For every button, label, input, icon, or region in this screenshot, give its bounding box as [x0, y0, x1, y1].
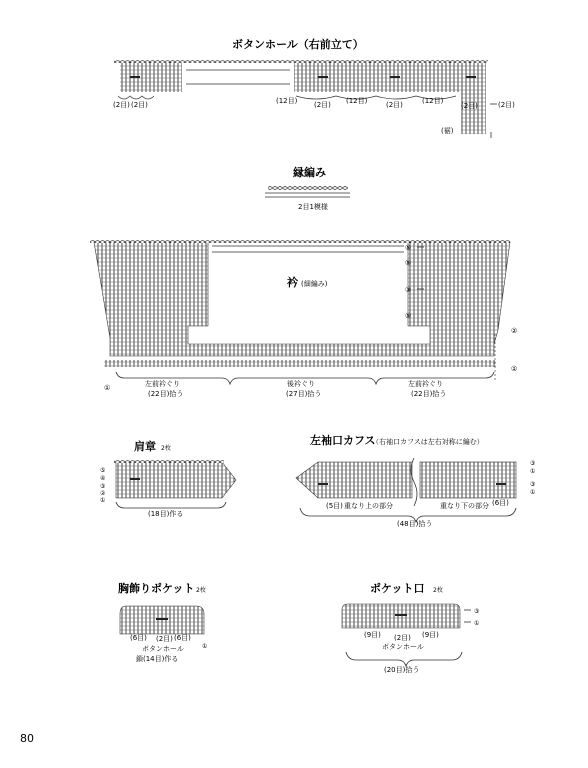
- cuff-label: 重なり上の部分: [344, 502, 393, 510]
- cuff-title: 左袖口カフス: [310, 434, 376, 447]
- buttonhole-label: (12目): [276, 97, 298, 105]
- buttonhole-slot: [395, 614, 407, 616]
- row-mark: ①: [530, 468, 536, 475]
- chest-pocket-label: (6目): [130, 634, 147, 642]
- row-mark: ④: [100, 475, 106, 482]
- row-mark: ①: [511, 365, 518, 373]
- collar-title: 衿: [287, 276, 298, 289]
- chest-pocket-make: 鎖(14目)作る: [136, 655, 179, 663]
- row-mark: ⑤: [405, 244, 412, 252]
- chest-pocket-title: 胸飾りポケット: [118, 582, 195, 595]
- pocket-opening-label: (9目): [422, 631, 439, 639]
- epaulette-make-label: (18目)作る: [148, 510, 184, 518]
- buttonhole-label: (2目): [113, 101, 130, 109]
- row-mark: ③: [530, 481, 536, 488]
- buttonhole-label: (2目): [386, 101, 403, 109]
- pocket-opening-qty: 2枚: [433, 587, 443, 594]
- pickup-left-count: (22目)拾う: [148, 390, 184, 398]
- buttonhole-slot: [318, 76, 328, 78]
- pickup-back-name: 後衿ぐり: [287, 380, 315, 388]
- edge-pattern-stitches: [268, 186, 348, 190]
- cuff-label: 重なり下の部分: [440, 502, 489, 510]
- chest-pocket-section: [118, 581, 207, 663]
- chest-pocket-qty: 2枚: [196, 587, 206, 594]
- cuff-label: (5目): [326, 502, 343, 510]
- buttonhole-slot: [496, 483, 506, 485]
- buttonhole-slot: [318, 483, 328, 485]
- edge-title: 縁編み: [293, 166, 326, 179]
- row-mark: ③: [405, 286, 412, 294]
- buttonhole-label: (2目): [131, 101, 148, 109]
- buttonhole-label: (12目): [422, 97, 444, 105]
- cuff-title-note: （右袖口カフスは左右対称に編む）: [372, 438, 484, 446]
- collar-chain-edge: [90, 240, 510, 243]
- buttonhole-slot: [130, 76, 140, 78]
- buttonhole-slot: [156, 618, 168, 620]
- cuff-left-grid: [296, 462, 412, 498]
- chain-edge: [114, 60, 488, 63]
- collar-subtitle: (細編み): [301, 280, 328, 288]
- pickup-left-name: 左前衿ぐり: [145, 380, 180, 388]
- pocket-opening-buttonhole: ボタンホール: [382, 643, 424, 651]
- row-mark: ⑤: [405, 259, 412, 267]
- edge-repeat-label: 2目1模様: [298, 203, 328, 211]
- chest-pocket-label: (2目): [156, 635, 173, 643]
- pocket-opening-label: (2目): [394, 634, 411, 642]
- collar-grid: [94, 242, 510, 356]
- buttonhole-label: (2目): [498, 101, 515, 109]
- pocket-opening-label: (9目): [364, 631, 381, 639]
- row-mark: ③: [100, 483, 106, 490]
- row-mark: ③: [530, 460, 536, 467]
- row-mark: ①: [100, 497, 106, 504]
- pocket-opening-title: ポケット口: [370, 582, 425, 595]
- buttonhole-slot: [466, 76, 476, 78]
- epaulette-section: [100, 439, 236, 518]
- collar-section: [90, 240, 517, 398]
- row-mark: ②: [511, 327, 518, 335]
- cuff-pickup-label: (48目)拾う: [397, 520, 433, 528]
- row-mark: ①: [104, 384, 111, 392]
- pickup-right-count: (22目)拾う: [411, 390, 447, 398]
- row-mark: ②: [100, 490, 106, 497]
- page-number: 80: [20, 732, 34, 745]
- buttonhole-label: (2目): [461, 102, 478, 110]
- epaulette-qty: 2枚: [161, 445, 171, 452]
- epaulette-chain: [114, 460, 224, 463]
- row-mark: ⑤: [100, 467, 106, 474]
- buttonhole-section: [113, 37, 515, 138]
- hem-label: (裾): [441, 127, 454, 135]
- row-mark: ①: [474, 620, 480, 627]
- cuff-label: (6目): [492, 499, 509, 507]
- edge-section: [265, 165, 350, 211]
- pickup-right-name: 左前衿ぐり: [408, 380, 443, 388]
- chest-pocket-buttonhole: ボタンホール: [142, 645, 184, 653]
- pickup-back-count: (27目)拾う: [286, 390, 322, 398]
- buttonhole-title: ボタンホール（右前立て）: [232, 38, 364, 51]
- buttonhole-slot: [130, 478, 140, 480]
- row-mark: ①: [530, 489, 536, 496]
- cuff-section: [296, 433, 535, 528]
- epaulette-title: 肩章: [134, 440, 156, 453]
- chest-pocket-label: (6目): [174, 634, 191, 642]
- row-mark: ①: [202, 643, 208, 650]
- buttonhole-hem-block: [461, 92, 486, 134]
- pocket-opening-pickup: (20目)拾う: [384, 666, 420, 674]
- collar-base-row: [104, 360, 496, 367]
- buttonhole-left-block: [120, 62, 182, 92]
- pocket-opening-section: [342, 582, 479, 674]
- row-mark: ③: [474, 608, 480, 615]
- buttonhole-slot: [390, 76, 400, 78]
- buttonhole-label: (12目): [346, 97, 368, 105]
- buttonhole-label: (2目): [314, 101, 331, 109]
- row-mark: ⑤: [405, 312, 412, 320]
- cuff-right-grid: [420, 462, 516, 498]
